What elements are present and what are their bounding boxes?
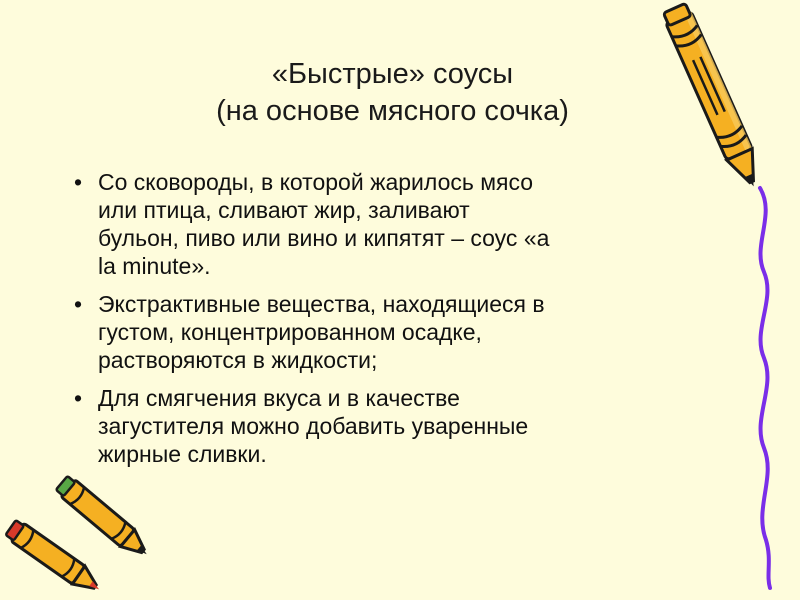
bullet-line: растворяются в жидкости; (98, 347, 378, 373)
bullet-line: Со сковороды, в которой жарилось мясо (98, 169, 534, 195)
bullet-text (98, 290, 726, 374)
bullet-dot: • (74, 385, 83, 411)
bullet-line: густом, концентрированном осадке, (98, 319, 482, 345)
bullet-text (98, 168, 726, 280)
bullet-line: или птица, сливают жир, заливают (98, 197, 470, 223)
bullet-line: la minute». (98, 253, 211, 279)
bullet-line: Экстрактивные вещества, находящиеся в (98, 291, 545, 317)
slide-title-line-1: «Быстрые» соусы (271, 58, 514, 90)
bullet-line: Для смягчения вкуса и в качестве (98, 385, 460, 411)
bullet-dot: • (74, 291, 83, 317)
bullet-list (66, 168, 726, 478)
bullet-line: жирные сливки. (98, 441, 267, 467)
bullet-item-1 (66, 168, 726, 280)
bullet-line: загустителя можно добавить уваренные (98, 413, 529, 439)
bullet-text (98, 384, 726, 468)
bullet-dot: • (74, 169, 83, 195)
bullet-line: бульон, пиво или вино и кипятят – соус «а (98, 225, 550, 251)
slide-title-line-2: (на основе мясного сочка) (216, 95, 569, 127)
bullet-item-2 (66, 290, 726, 374)
bullet-item-3 (66, 384, 726, 468)
slide-title (120, 56, 665, 130)
